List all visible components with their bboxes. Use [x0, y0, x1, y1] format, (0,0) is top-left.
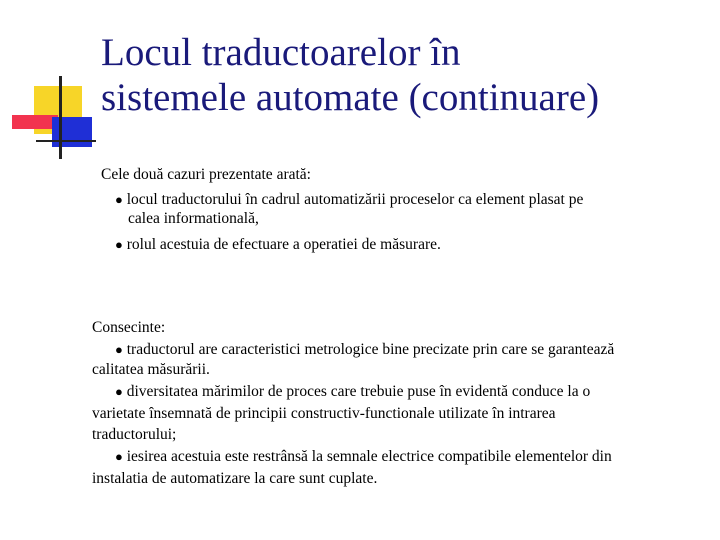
section2-item2-cont2: traductorului;: [92, 426, 177, 443]
bullet-icon: ●: [115, 342, 123, 357]
bullet-icon: ●: [115, 384, 123, 399]
section1-item1: [115, 190, 583, 210]
section2-item1-text: traductorul are caracteristici metrologice bine precizate prin care se garantează: [126, 341, 615, 358]
section1-item2: [115, 235, 441, 255]
bullet-icon: ●: [115, 192, 123, 207]
decor-vertical-line: [59, 76, 62, 159]
slide-title: [101, 30, 711, 120]
section2-item2-cont1: varietate însemnată de principii constructiv-functionale utilizate în intrarea: [92, 405, 556, 422]
decor-blue-square: [52, 117, 92, 147]
section1-intro: Cele două cazuri prezentate arată:: [101, 166, 311, 183]
bullet-icon: ●: [115, 237, 123, 252]
section1-item1-cont: calea informatională,: [128, 210, 259, 227]
section2-item3-cont: instalatia de automatizare la care sunt cuplate.: [92, 470, 378, 487]
section2-item3-text: iesirea acestuia este restrânsă la semnale electrice compatibile elementelor din: [126, 448, 612, 465]
title-line-2: sistemele automate (continuare): [101, 76, 600, 119]
decor-horizontal-line: [36, 140, 96, 142]
section2-heading: Consecinte:: [92, 319, 166, 336]
section2-item2-text: diversitatea mărimilor de proces care trebuie puse în evidentă conduce la o: [126, 383, 591, 400]
section1-item2-text: rolul acestuia de efectuare a operatiei de măsurare.: [126, 236, 441, 253]
section2-item2: [115, 382, 590, 402]
section2-item1: [115, 340, 614, 360]
section2-item1-cont: calitatea măsurării.: [92, 361, 210, 378]
section2-item3: [115, 447, 612, 467]
bullet-icon: ●: [115, 449, 123, 464]
title-line-1: Locul traductoarelor în: [101, 31, 461, 74]
section1-item1-text: locul traductorului în cadrul automatizării proceselor ca element plasat pe: [126, 191, 584, 208]
